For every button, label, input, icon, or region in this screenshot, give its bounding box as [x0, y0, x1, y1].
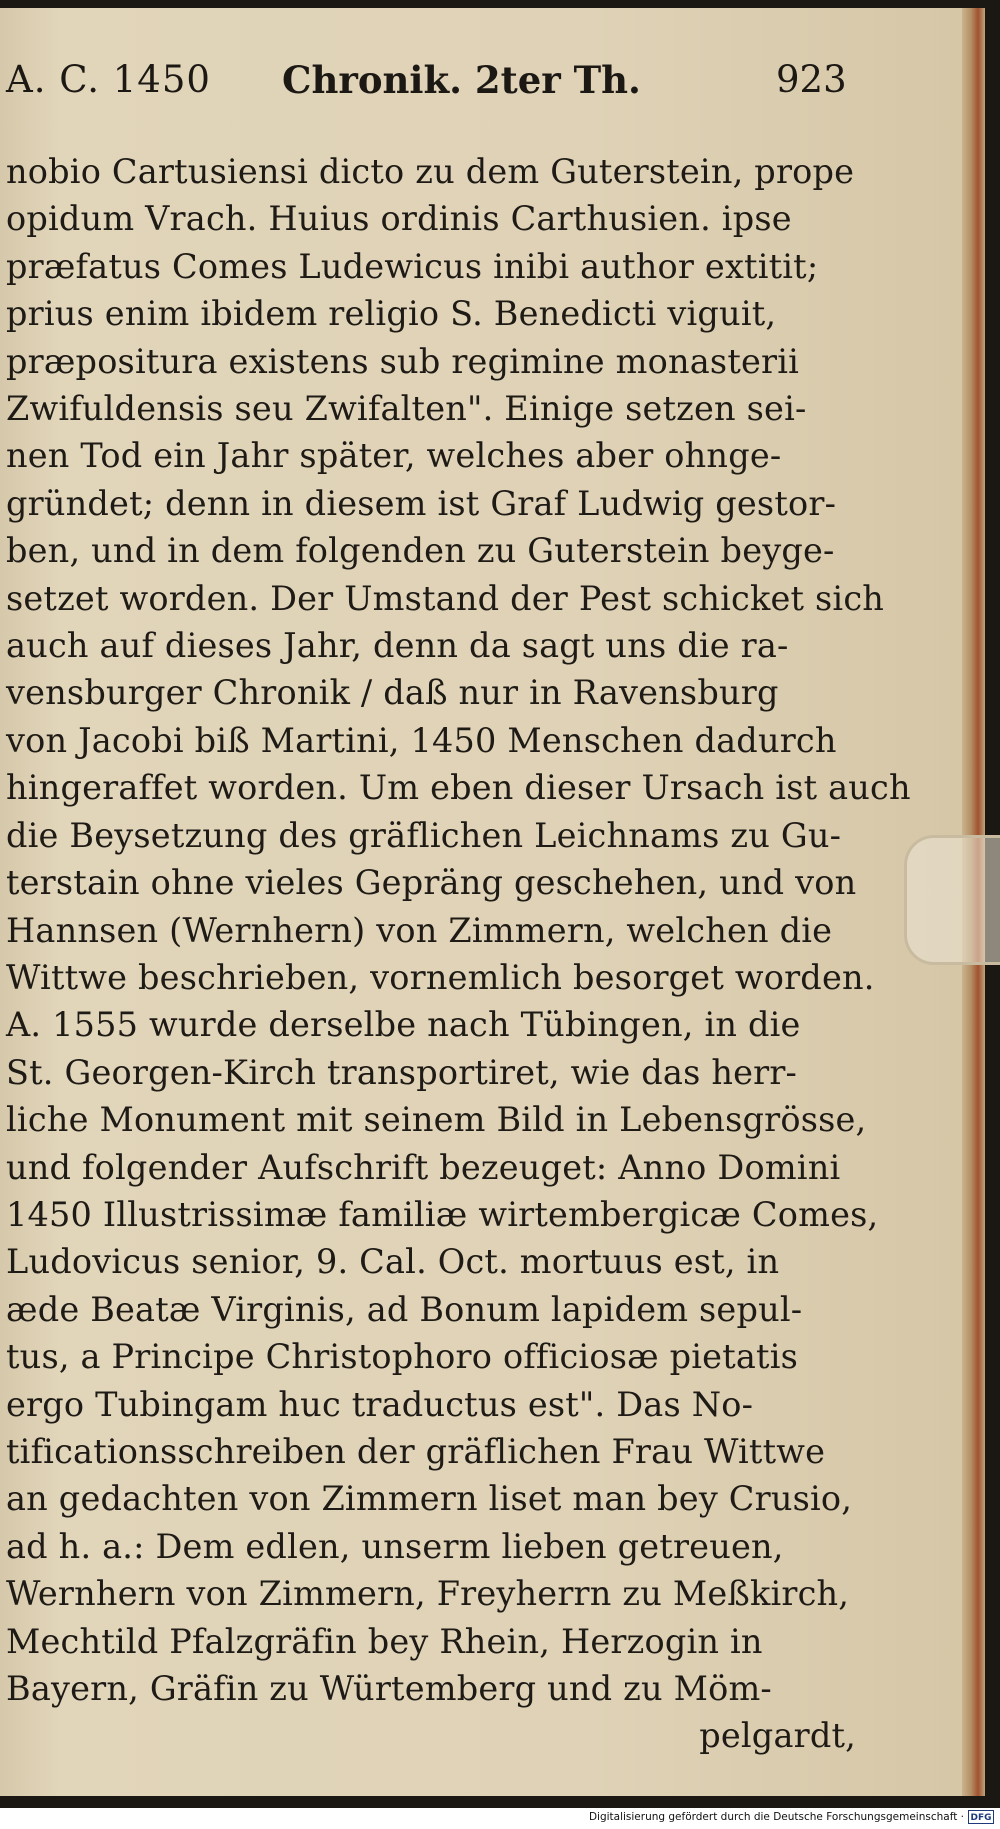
text-line: Ludovicus senior, 9. Cal. Oct. mortuus est, in — [6, 1242, 780, 1282]
text-line: auch auf dieses Jahr, denn da sagt uns die ra- — [6, 626, 789, 666]
text-line: prius enim ibidem religio S. Benedicti viguit, — [6, 294, 777, 334]
text-line: liche Monument mit seinem Bild in Lebensgrösse, — [6, 1100, 867, 1140]
text-line: Hannsen (Wernhern) von Zimmern, welchen die — [6, 910, 833, 950]
text-line: nobio Cartusiensi dicto zu dem Guterstein, prope — [6, 152, 855, 191]
text-line: nen Tod ein Jahr später, welches aber ohnge- — [6, 436, 782, 476]
text-line: Wittwe beschrieben, vornemlich besorget worden. — [6, 957, 875, 997]
dfg-logo-icon: DFG — [968, 1810, 994, 1824]
text-line: von Jacobi biß Martini, 1450 Menschen dadurch — [6, 720, 837, 760]
text-line: præpositura existens sub regimine monasterii — [6, 341, 800, 381]
text-line: Mechtild Pfalzgräfin bey Rhein, Herzogin in — [6, 1621, 763, 1661]
text-line: Zwifuldensis seu Zwifalten". Einige setzen sei- — [6, 389, 807, 429]
running-head-year: A. C. 1450 — [6, 58, 211, 101]
page-tab-clip — [904, 835, 1000, 965]
text-line: vensburger Chronik / daß nur in Ravensburg — [6, 673, 779, 713]
text-line: ad h. a.: Dem edlen, unserm lieben getreuen, — [6, 1526, 784, 1566]
text-line: die Beysetzung des gräflichen Leichnams zu Gu- — [6, 815, 842, 855]
page-number: 923 — [776, 58, 847, 101]
text-line: setzet worden. Der Umstand der Pest schicket sich — [6, 578, 885, 618]
text-line: Bayern, Gräfin zu Würtemberg und zu Möm- — [6, 1669, 772, 1708]
text-line: ben, und in dem folgenden zu Guterstein beyge- — [6, 531, 835, 571]
funding-credit: Digitalisierung gefördert durch die Deutsche Forschungsgemeinschaft · — [588, 1811, 964, 1823]
text-line: A. 1555 wurde derselbe nach Tübingen, in die — [6, 1005, 801, 1045]
catchword: pelgardt, — [699, 1716, 856, 1756]
text-line: tificationsschreiben der gräflichen Frau Wittwe — [6, 1431, 826, 1471]
text-line: gründet; denn in diesem ist Graf Ludwig gestor- — [6, 483, 837, 523]
body-text — [6, 148, 911, 1760]
text-line: Wernhern von Zimmern, Freyherrn zu Meßkirch, — [6, 1574, 850, 1614]
text-line: æde Beatæ Virginis, ad Bonum lapidem sepul- — [6, 1289, 803, 1329]
text-line: St. Georgen-Kirch transportiret, wie das herr- — [6, 1052, 798, 1092]
text-line: terstain ohne vieles Gepräng geschehen, und von — [6, 863, 857, 903]
text-line: ergo Tubingam huc traductus est". Das No- — [6, 1384, 754, 1424]
running-head-title: Chronik. 2ter Th. — [282, 58, 641, 102]
text-line: an gedachten von Zimmern liset man bey Crusio, — [6, 1479, 853, 1519]
text-line: præfatus Comes Ludewicus inibi author extitit; — [6, 246, 819, 286]
text-line: hingeraffet worden. Um eben dieser Ursach ist auch — [6, 768, 911, 808]
text-line: tus, a Principe Christophoro officiosæ pietatis — [6, 1337, 799, 1377]
text-line: 1450 Illustrissimæ familiæ wirtembergicæ Comes, — [6, 1194, 879, 1234]
running-head — [0, 58, 860, 118]
text-line: opidum Vrach. Huius ordinis Carthusien. ipse — [6, 199, 792, 239]
text-line: und folgender Aufschrift bezeuget: Anno Domini — [6, 1147, 841, 1187]
